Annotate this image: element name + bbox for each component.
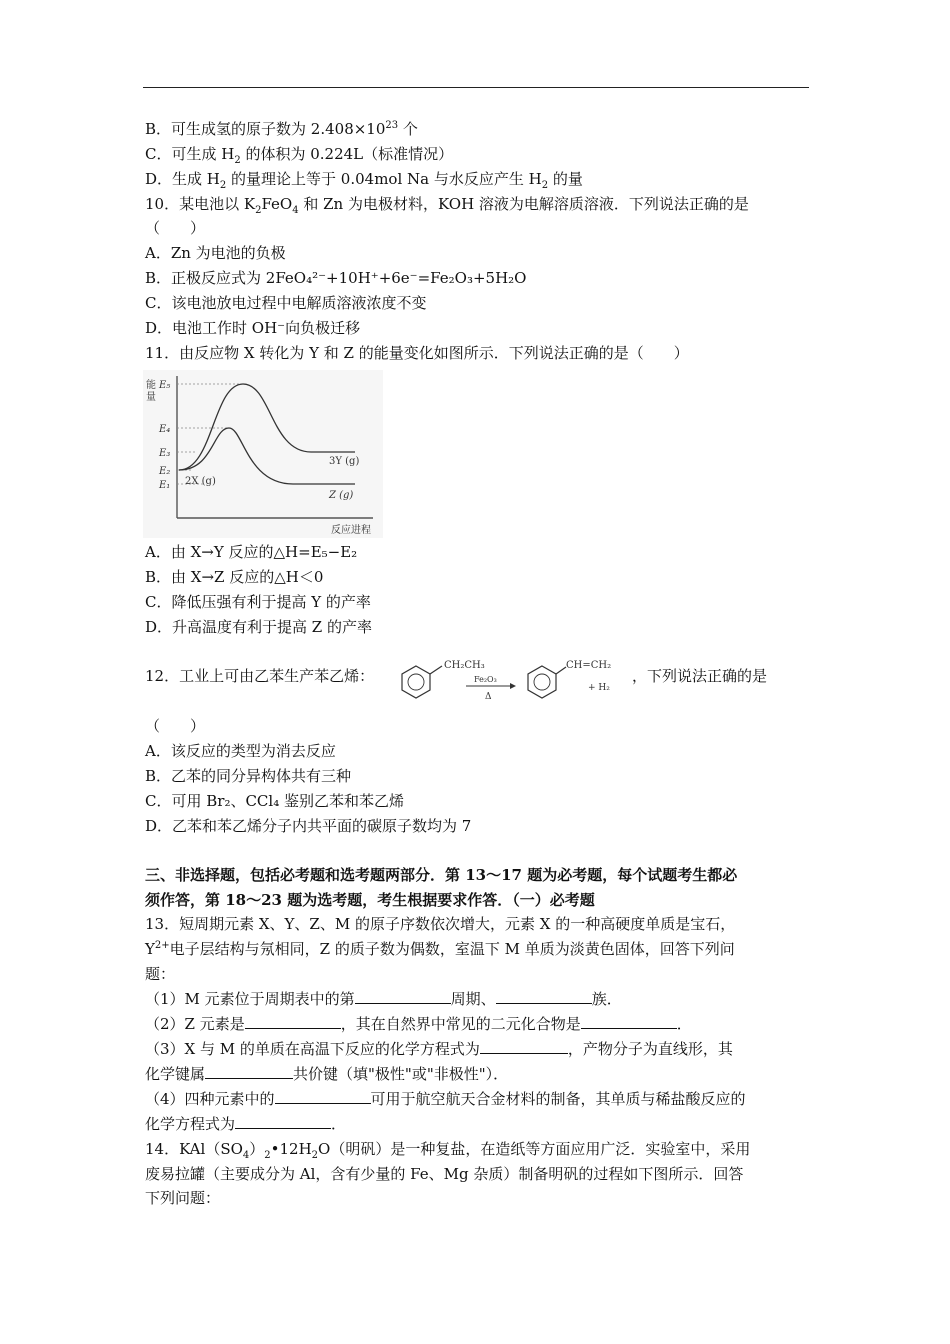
q10-option-d: D．电池工作时 OH⁻向负极迁移: [145, 319, 361, 337]
q14-stem-line3: 下列问题：: [145, 1189, 221, 1207]
q10-option-a: A．Zn 为电池的负极: [145, 244, 286, 262]
byproduct-label: + H₂: [588, 683, 610, 693]
answer-blank[interactable]: [496, 989, 592, 1004]
q13-part4b: 化学方程式为 ．: [145, 1115, 347, 1133]
ylabel-2: 量: [146, 392, 156, 403]
q13-stem-line1: 13．短周期元素 X、Y、Z、M 的原子序数依次增大，元素 X 的一种高硬度单质是宝石，: [145, 915, 736, 933]
q10-stem: 10．某电池以 $K_2FeO_4$ 和 Zn 为电极材料，KOH 溶液为电解溶质溶液．下列说法正确的是: [145, 195, 749, 216]
answer-blank[interactable]: [235, 1114, 331, 1129]
q13-part3b: 化学键属 共价键（填"极性"或"非极性"）．: [145, 1065, 509, 1083]
styrene-substituent: CH=CH₂: [566, 660, 612, 671]
q10-option-c: C．该电池放电过程中电解质溶液浓度不变: [145, 294, 427, 312]
ethylbenzene-substituent: CH₂CH₃: [444, 660, 485, 671]
q9-option-b: B．可生成氢的原子数为 $2.408\times 10^{23}$ 个: [145, 120, 418, 138]
answer-blank[interactable]: [355, 989, 451, 1004]
q13-part1: （1）M 元素位于周期表中的第 周期、 族．: [145, 990, 622, 1008]
q12-paren: （ ）: [145, 717, 206, 735]
energy-diagram: [143, 370, 383, 538]
label-3y: 3Y (g): [329, 456, 360, 467]
condition-label: Δ: [485, 692, 492, 702]
styrene-ring: [528, 666, 556, 698]
q10-option-b: B．正极反应式为 2FeO₄²⁻+10H⁺+6e⁻=Fe₂O₃+5H₂O: [145, 269, 527, 287]
q12-option-a: A．该反应的类型为消去反应: [145, 742, 336, 760]
label-2x: 2X (g): [185, 476, 216, 487]
catalyst-label: Fe₂O₃: [474, 675, 497, 684]
ethylbenzene-ring: [402, 666, 430, 698]
q13-stem-line3: 题：: [145, 965, 176, 983]
q11-option-c: C．降低压强有利于提高 Y 的产率: [145, 593, 371, 611]
header-rule: [143, 87, 809, 88]
q12-stem-post: ，下列说法正确的是: [632, 667, 768, 685]
q12-option-c: C．可用 Br₂、CCl₄ 鉴别乙苯和苯乙烯: [145, 792, 404, 810]
section3-heading-line1: 三、非选择题，包括必考题和选考题两部分．第 13～17 题为必考题，每个试题考生都必: [145, 866, 738, 884]
q13-part3: （3）X 与 M 的单质在高温下反应的化学方程式为 ，产物分子为直线形，其: [145, 1040, 733, 1058]
answer-blank[interactable]: [275, 1089, 371, 1104]
label-e1: E₁: [159, 480, 171, 491]
label-e2: E₂: [159, 466, 171, 477]
q11-stem: 11．由反应物 X 转化为 Y 和 Z 的能量变化如图所示．下列说法正确的是（ ）: [145, 344, 689, 362]
label-e4: E₄: [159, 424, 171, 435]
q14-stem-line1: 14．$KAl(SO_4)_2•12H_2O$（明矾）是一种复盐，在造纸等方面应用广泛．实验室中，采用: [145, 1140, 751, 1161]
q10-paren: （ ）: [145, 219, 206, 237]
q13-part2: （2）Z 元素是 ，其在自然界中常见的二元化合物是 ．: [145, 1015, 692, 1033]
answer-blank[interactable]: [581, 1014, 677, 1029]
label-e5: E₅: [159, 380, 171, 391]
xlabel: 反应进程: [331, 525, 371, 536]
reaction-scheme: [394, 650, 626, 708]
answer-blank[interactable]: [205, 1064, 293, 1079]
answer-blank[interactable]: [480, 1039, 568, 1054]
q14-stem-line2: 废易拉罐（主要成分为 Al，含有少量的 Fe、Mg 杂质）制备明矾的过程如下图所示．回答: [145, 1165, 744, 1183]
label-e3: E₃: [159, 448, 171, 459]
q12-option-d: D．乙苯和苯乙烯分子内共平面的碳原子数均为 7: [145, 817, 472, 835]
q13-part4: （4）四种元素中的 可用于航空航天合金材料的制备，其单质与稀盐酸反应的: [145, 1090, 746, 1108]
section3-heading-line2: 须作答，第 18～23 题为选考题，考生根据要求作答．（一）必考题: [145, 891, 595, 909]
q11-option-b: B．由 X→Z 反应的△H＜0: [145, 568, 324, 586]
q9-option-d: D．生成 $H_2$ 的量理论上等于 0.04mol Na 与水反应产生 $H_2$ 的量: [145, 170, 583, 191]
answer-blank[interactable]: [245, 1014, 341, 1029]
ylabel-1: 能: [146, 380, 156, 391]
q13-stem-line2: $Y^{2+}$电子层结构与氖相同，Z 的质子数为偶数，室温下 M 单质为淡黄色固体，回答下列问: [145, 940, 735, 958]
q12-stem-pre: 12．工业上可由乙苯生产苯乙烯：: [145, 667, 375, 685]
q11-option-a: A．由 X→Y 反应的△H=E₅−E₂: [145, 543, 358, 561]
q9-option-c: C．可生成 $H_2$ 的体积为 0.224L（标准情况）: [145, 145, 454, 166]
label-z: Z (g): [329, 490, 354, 501]
q11-option-d: D．升高温度有利于提高 Z 的产率: [145, 618, 372, 636]
q12-option-b: B．乙苯的同分异构体共有三种: [145, 767, 352, 785]
